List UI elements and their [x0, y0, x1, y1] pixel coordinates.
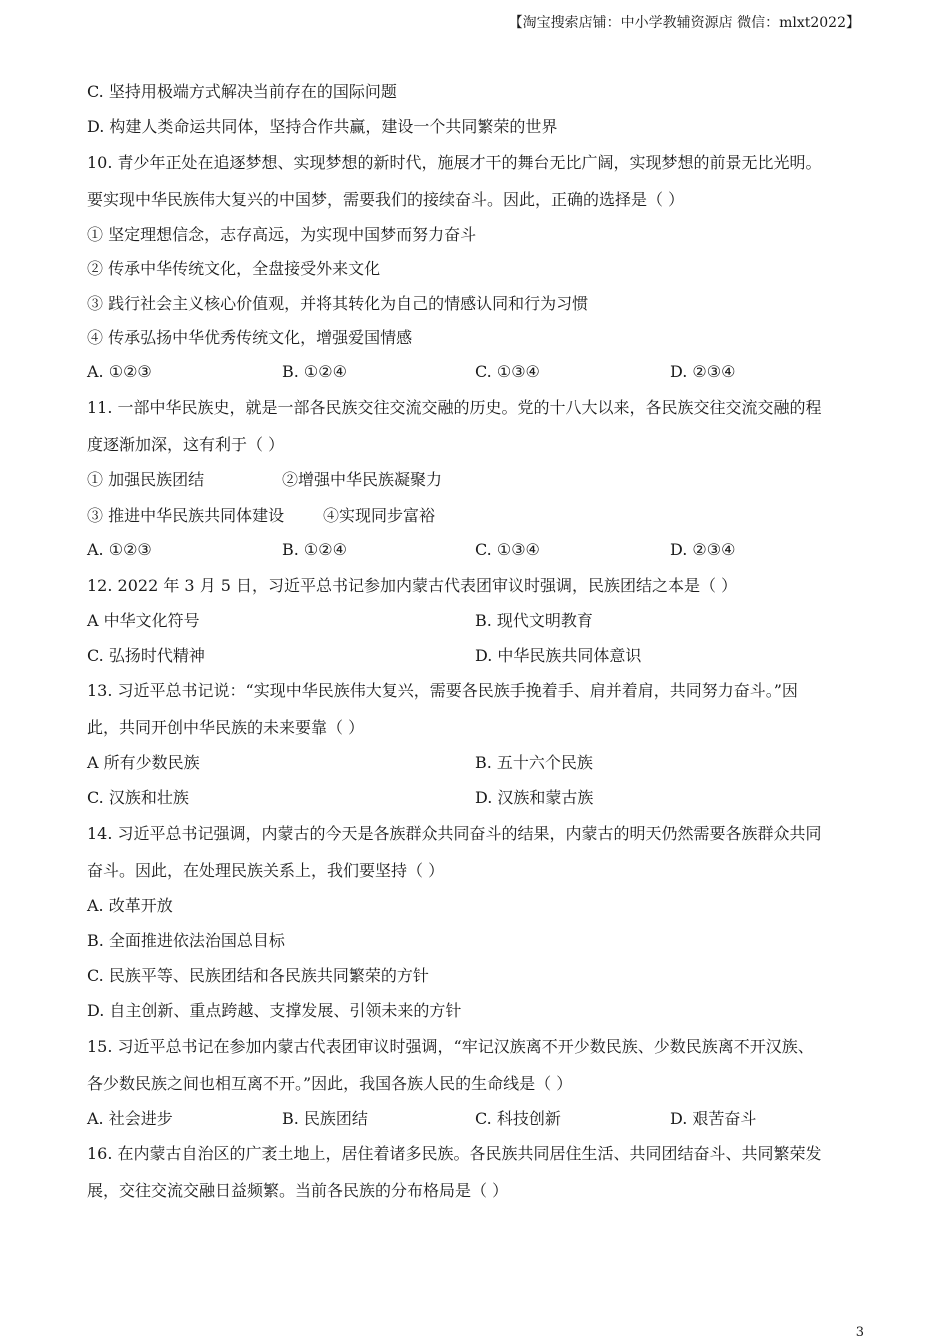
- q13-option-c: C. 汉族和壮族: [87, 788, 189, 807]
- page-number: 3: [855, 1325, 864, 1340]
- q14-option-c: C. 民族平等、民族团结和各民族共同繁荣的方针: [87, 966, 429, 985]
- q15-stem-line2: 各少数民族之间也相互离不开。”因此，我国各族人民的生命线是（ ）: [87, 1074, 573, 1093]
- q14-stem-line2: 奋斗。因此，在处理民族关系上，我们要坚持（ ）: [87, 861, 445, 880]
- q13-option-d: D. 汉族和蒙古族: [475, 788, 594, 807]
- q15-option-a: A. 社会进步: [87, 1109, 173, 1128]
- q15-option-c: C. 科技创新: [475, 1109, 561, 1128]
- q16-stem-line2: 展，交往交流交融日益频繁。当前各民族的分布格局是（ ）: [87, 1181, 509, 1200]
- page-header: 【淘宝搜索店铺：中小学教辅资源店 微信：mlxt2022】: [508, 15, 860, 31]
- q11-option-d: D. ②③④: [670, 540, 736, 559]
- q15-option-b: B. 民族团结: [282, 1109, 368, 1128]
- q14-option-d: D. 自主创新、重点跨越、支撑发展、引领未来的方针: [87, 1001, 462, 1020]
- q14-option-b: B. 全面推进依法治国总目标: [87, 931, 285, 950]
- q15-option-d: D. 艰苦奋斗: [670, 1109, 757, 1128]
- q10-option-d: D. ②③④: [670, 362, 736, 381]
- q13-option-b: B. 五十六个民族: [475, 753, 593, 772]
- q10-item-2: ② 传承中华传统文化，全盘接受外来文化: [87, 259, 381, 278]
- q11-item-3: ③ 推进中华民族共同体建设: [87, 506, 285, 525]
- q14-option-a: A. 改革开放: [87, 896, 173, 915]
- q12-option-d: D. 中华民族共同体意识: [475, 646, 642, 665]
- q10-option-b: B. ①②④: [282, 362, 347, 381]
- q10-option-c: C. ①③④: [475, 362, 540, 381]
- q9-option-d: D. 构建人类命运共同体，坚持合作共赢，建设一个共同繁荣的世界: [87, 117, 558, 136]
- q13-stem-line1: 13. 习近平总书记说：“实现中华民族伟大复兴，需要各民族手挽着手、肩并着肩，共同努力奋斗。”因: [87, 681, 798, 700]
- q12-option-b: B. 现代文明教育: [475, 611, 593, 630]
- q10-option-a: A. ①②③: [87, 362, 152, 381]
- q10-item-1: ① 坚定理想信念，志存高远，为实现中国梦而努力奋斗: [87, 225, 477, 244]
- q11-stem-line2: 度逐渐加深，这有利于（ ）: [87, 435, 285, 454]
- q12-option-a: A 中华文化符号: [87, 611, 200, 630]
- q11-option-c: C. ①③④: [475, 540, 540, 559]
- q11-stem-line1: 11. 一部中华民族史，就是一部各民族交往交流交融的历史。党的十八大以来，各民族交往交流交融的程: [87, 398, 822, 417]
- q14-stem-line1: 14. 习近平总书记强调，内蒙古的今天是各族群众共同奋斗的结果，内蒙古的明天仍然需要各族群众共同: [87, 824, 822, 843]
- q9-option-c: C. 坚持用极端方式解决当前存在的国际问题: [87, 82, 397, 101]
- q11-option-a: A. ①②③: [87, 540, 152, 559]
- q12-option-c: C. 弘扬时代精神: [87, 646, 205, 665]
- q10-item-4: ④ 传承弘扬中华优秀传统文化，增强爱国情感: [87, 328, 413, 347]
- q16-stem-line1: 16. 在内蒙古自治区的广袤土地上，居住着诸多民族。各民族共同居住生活、共同团结奋斗、共同繁荣发: [87, 1144, 822, 1163]
- q13-stem-line2: 此，共同开创中华民族的未来要靠（ ）: [87, 718, 365, 737]
- q13-option-a: A 所有少数民族: [87, 753, 200, 772]
- q11-option-b: B. ①②④: [282, 540, 347, 559]
- q11-item-4: ④实现同步富裕: [323, 506, 436, 525]
- q15-stem-line1: 15. 习近平总书记在参加内蒙古代表团审议时强调，“牢记汉族离不开少数民族、少数民族离不开汉族、: [87, 1037, 814, 1056]
- q10-item-3: ③ 践行社会主义核心价值观，并将其转化为自己的情感认同和行为习惯: [87, 294, 589, 313]
- q10-stem-line2: 要实现中华民族伟大复兴的中国梦，需要我们的接续奋斗。因此，正确的选择是（ ）: [87, 190, 685, 209]
- q10-stem-line1: 10. 青少年正处在追逐梦想、实现梦想的新时代，施展才干的舞台无比广阔，实现梦想的前景无比光明。: [87, 153, 822, 172]
- q11-item-1: ① 加强民族团结: [87, 470, 205, 489]
- q12-stem: 12. 2022 年 3 月 5 日，习近平总书记参加内蒙古代表团审议时强调，民族团结之本是（ ）: [87, 576, 738, 595]
- q11-item-2: ②增强中华民族凝聚力: [282, 470, 443, 489]
